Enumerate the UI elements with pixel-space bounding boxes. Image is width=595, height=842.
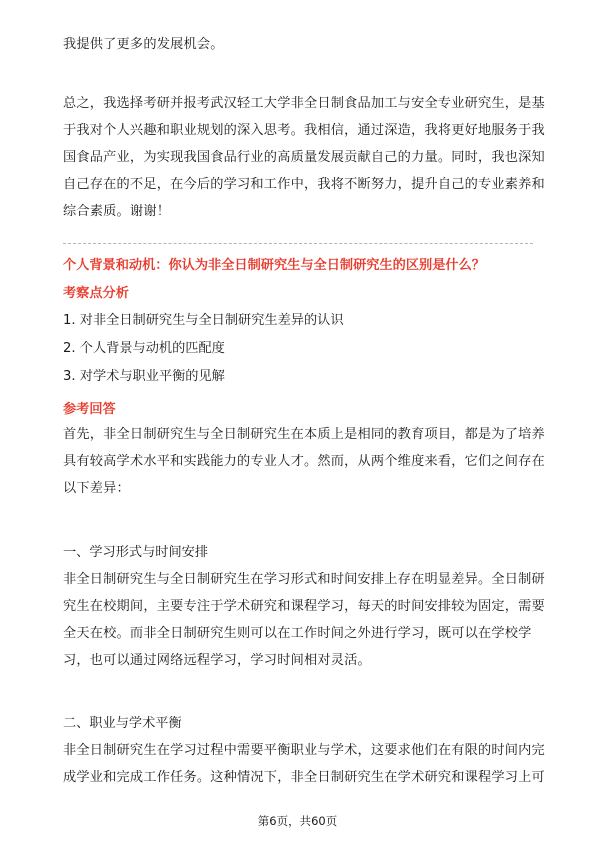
analysis-heading: 考察点分析	[63, 286, 129, 301]
page-footer: 第6页，共60页	[257, 814, 338, 828]
text-line: 于我对个人兴趣和职业规划的深入思考。我相信，通过深造，我将更好地服务于我	[63, 123, 545, 138]
text-line: 非全日制研究生与全日制研究生在学习形式和时间安排上存在明显差异。全日制研	[63, 572, 545, 587]
text-line: 全天在校。而非全日制研究生则可以在工作时间之外进行学习，既可以在学校学	[63, 626, 532, 641]
text-line: 究生在校期间，主要专注于学术研究和课程学习，每天的时间安排较为固定，需要	[63, 599, 545, 614]
analysis-item: 1. 对非全日制研究生与全日制研究生差异的认识	[63, 313, 344, 328]
section-divider	[63, 243, 533, 244]
text-line: 首先，非全日制研究生与全日制研究生在本质上是相同的教育项目，都是为了培养	[63, 427, 545, 442]
section-title-1: 一、学习形式与时间安排	[63, 545, 209, 560]
text-line: 成学业和完成工作任务。这种情况下，非全日制研究生在学术研究和课程学习上可	[63, 770, 545, 785]
text-line: 自己存在的不足，在今后的学习和工作中，我将不断努力，提升自己的专业素养和	[63, 177, 545, 192]
text-line: 习，也可以通过网络远程学习，学习时间相对灵活。	[63, 653, 371, 668]
text-line: 具有较高学术水平和实践能力的专业人才。然而，从两个维度来看，它们之间存在	[63, 454, 545, 469]
answer-heading: 参考回答	[63, 402, 116, 417]
text-line: 我提供了更多的发展机会。	[63, 37, 224, 52]
top-paragraph	[63, 31, 533, 58]
text-line: 非全日制研究生在学习过程中需要平衡职业与学术，这要求他们在有限的时间内完	[63, 743, 545, 758]
analysis-item: 3. 对学术与职业平衡的见解	[63, 369, 225, 384]
text-line: 综合素质。谢谢！	[63, 204, 171, 219]
analysis-item: 2. 个人背景与动机的匹配度	[63, 341, 225, 356]
text-line: 总之，我选择考研并报考武汉轻工大学非全日制食品加工与安全专业研究生，是基	[63, 96, 545, 111]
section1-paragraph	[63, 566, 545, 674]
text-line: 国食品产业，为实现我国食品行业的高质量发展贡献自己的力量。同时，我也深知	[63, 150, 545, 165]
section2-paragraph	[63, 737, 545, 791]
section-title-2: 二、职业与学术平衡	[63, 716, 182, 731]
answer-intro-paragraph	[63, 421, 545, 502]
text-line: 以下差异：	[63, 481, 130, 496]
question-heading: 个人背景和动机：你认为非全日制研究生与全日制研究生的区别是什么？	[63, 258, 485, 273]
summary-paragraph	[63, 90, 545, 225]
